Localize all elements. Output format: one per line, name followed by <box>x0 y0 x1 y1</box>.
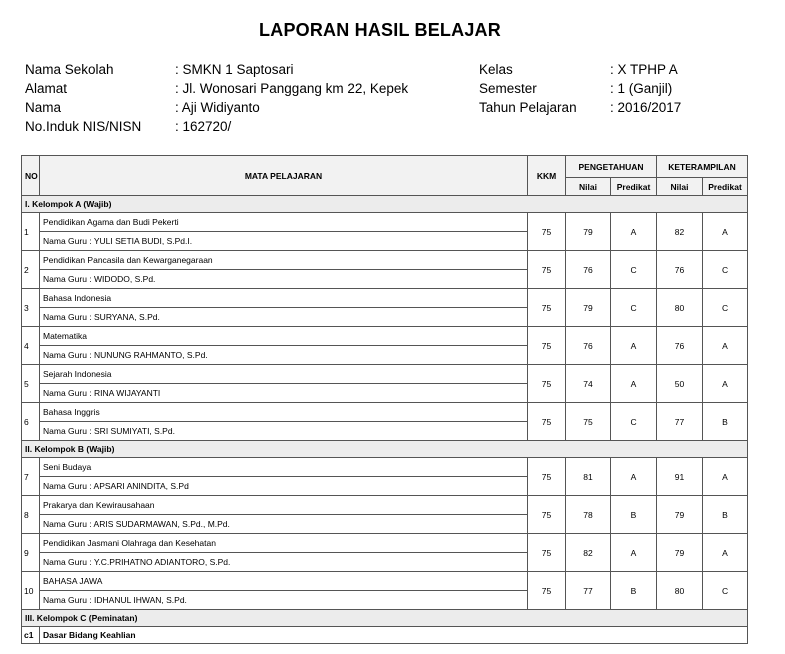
skill-score: 91 <box>657 458 703 496</box>
group-title: III. Kelompok C (Peminatan) <box>22 610 748 627</box>
skill-score: 79 <box>657 534 703 572</box>
header-knowledge: PENGETAHUAN <box>566 156 657 178</box>
teacher-name: Nama Guru : RINA WIJAYANTI <box>40 384 528 403</box>
table-row <box>22 403 748 422</box>
info-label-year: Tahun Pelajaran <box>479 100 577 115</box>
row-number: 6 <box>22 403 40 441</box>
info-value-name: : Aji Widiyanto <box>175 100 260 115</box>
row-number: 7 <box>22 458 40 496</box>
subgroup-title: Dasar Bidang Keahlian <box>40 627 748 644</box>
teacher-name: Nama Guru : YULI SETIA BUDI, S.Pd.I. <box>40 232 528 251</box>
skill-score: 50 <box>657 365 703 403</box>
info-label-nis: No.Induk NIS/NISN <box>25 119 142 134</box>
grades-table-body <box>22 156 748 644</box>
skill-predicate: C <box>703 251 748 289</box>
header-skill: KETERAMPILAN <box>657 156 748 178</box>
table-row <box>22 213 748 232</box>
row-number: 4 <box>22 327 40 365</box>
skill-predicate: B <box>703 496 748 534</box>
knowledge-score: 79 <box>566 213 611 251</box>
info-value-school: : SMKN 1 Saptosari <box>175 62 294 77</box>
table-row <box>22 289 748 308</box>
header-subject: MATA PELAJARAN <box>40 156 528 196</box>
knowledge-predicate: C <box>611 403 657 441</box>
header-skill-predicate: Predikat <box>703 178 748 196</box>
kkm-value: 75 <box>528 213 566 251</box>
knowledge-score: 81 <box>566 458 611 496</box>
row-number: 5 <box>22 365 40 403</box>
group-row <box>22 196 748 213</box>
skill-score: 76 <box>657 251 703 289</box>
knowledge-score: 82 <box>566 534 611 572</box>
skill-score: 82 <box>657 213 703 251</box>
kkm-value: 75 <box>528 458 566 496</box>
teacher-name: Nama Guru : IDHANUL IHWAN, S.Pd. <box>40 591 528 610</box>
subject-name: Pendidikan Agama dan Budi Pekerti <box>40 213 528 232</box>
kkm-value: 75 <box>528 496 566 534</box>
subject-name: Prakarya dan Kewirausahaan <box>40 496 528 515</box>
row-number: 1 <box>22 213 40 251</box>
teacher-name: Nama Guru : SRI SUMIYATI, S.Pd. <box>40 422 528 441</box>
info-label-name: Nama <box>25 100 62 115</box>
skill-score: 77 <box>657 403 703 441</box>
table-row <box>22 534 748 553</box>
knowledge-predicate: C <box>611 251 657 289</box>
info-value-nis: : 162720/ <box>175 119 232 134</box>
info-value-semester: : 1 (Ganjil) <box>610 81 673 96</box>
skill-predicate: A <box>703 327 748 365</box>
skill-predicate: A <box>703 213 748 251</box>
knowledge-predicate: B <box>611 572 657 610</box>
knowledge-predicate: B <box>611 496 657 534</box>
subject-name: Matematika <box>40 327 528 346</box>
subgroup-row <box>22 627 748 644</box>
table-row <box>22 572 748 591</box>
row-number: 3 <box>22 289 40 327</box>
subject-name: Bahasa Inggris <box>40 403 528 422</box>
kkm-value: 75 <box>528 327 566 365</box>
subject-name: Sejarah Indonesia <box>40 365 528 384</box>
skill-predicate: A <box>703 365 748 403</box>
kkm-value: 75 <box>528 365 566 403</box>
knowledge-predicate: C <box>611 289 657 327</box>
table-row <box>22 327 748 346</box>
skill-predicate: C <box>703 572 748 610</box>
table-row <box>22 365 748 384</box>
knowledge-score: 79 <box>566 289 611 327</box>
subject-name: Seni Budaya <box>40 458 528 477</box>
skill-score: 80 <box>657 572 703 610</box>
knowledge-predicate: A <box>611 213 657 251</box>
knowledge-predicate: A <box>611 534 657 572</box>
skill-predicate: A <box>703 534 748 572</box>
knowledge-score: 76 <box>566 327 611 365</box>
kkm-value: 75 <box>528 403 566 441</box>
knowledge-score: 74 <box>566 365 611 403</box>
header-skill-score: Nilai <box>657 178 703 196</box>
row-number: 10 <box>22 572 40 610</box>
subgroup-number: c1 <box>22 627 40 644</box>
knowledge-score: 77 <box>566 572 611 610</box>
class-info-labels <box>479 60 577 117</box>
skill-score: 76 <box>657 327 703 365</box>
teacher-name: Nama Guru : Y.C.PRIHATNO ADIANTORO, S.Pd. <box>40 553 528 572</box>
info-label-school: Nama Sekolah <box>25 62 114 77</box>
group-row <box>22 610 748 627</box>
info-value-year: : 2016/2017 <box>610 100 682 115</box>
subject-name: Pendidikan Jasmani Olahraga dan Kesehatan <box>40 534 528 553</box>
student-info-values <box>175 60 408 136</box>
info-label-address: Alamat <box>25 81 68 96</box>
skill-score: 80 <box>657 289 703 327</box>
group-title: I. Kelompok A (Wajib) <box>22 196 748 213</box>
row-number: 2 <box>22 251 40 289</box>
knowledge-predicate: A <box>611 327 657 365</box>
teacher-name: Nama Guru : APSARI ANINDITA, S.Pd <box>40 477 528 496</box>
knowledge-predicate: A <box>611 365 657 403</box>
teacher-name: Nama Guru : NUNUNG RAHMANTO, S.Pd. <box>40 346 528 365</box>
teacher-name: Nama Guru : SURYANA, S.Pd. <box>40 308 528 327</box>
knowledge-score: 76 <box>566 251 611 289</box>
teacher-name: Nama Guru : WIDODO, S.Pd. <box>40 270 528 289</box>
kkm-value: 75 <box>528 534 566 572</box>
info-label-semester: Semester <box>479 81 537 96</box>
header-knowledge-predicate: Predikat <box>611 178 657 196</box>
knowledge-score: 78 <box>566 496 611 534</box>
table-row <box>22 496 748 515</box>
header-knowledge-score: Nilai <box>566 178 611 196</box>
header-kkm: KKM <box>528 156 566 196</box>
info-value-address: : Jl. Wonosari Panggang km 22, Kepek <box>175 81 409 96</box>
info-label-class: Kelas <box>479 62 513 77</box>
subject-name: BAHASA JAWA <box>40 572 528 591</box>
group-title: II. Kelompok B (Wajib) <box>22 441 748 458</box>
subject-name: Bahasa Indonesia <box>40 289 528 308</box>
class-info-values <box>610 60 681 117</box>
kkm-value: 75 <box>528 289 566 327</box>
kkm-value: 75 <box>528 572 566 610</box>
skill-predicate: A <box>703 458 748 496</box>
row-number: 8 <box>22 496 40 534</box>
kkm-value: 75 <box>528 251 566 289</box>
report-title: LAPORAN HASIL BELAJAR <box>259 20 501 40</box>
student-info-labels <box>25 60 141 136</box>
grades-table <box>21 155 748 644</box>
skill-predicate: C <box>703 289 748 327</box>
subject-name: Pendidikan Pancasila dan Kewarganegaraan <box>40 251 528 270</box>
group-row <box>22 441 748 458</box>
row-number: 9 <box>22 534 40 572</box>
skill-score: 79 <box>657 496 703 534</box>
table-row <box>22 458 748 477</box>
table-row <box>22 251 748 270</box>
info-value-class: : X TPHP A <box>610 62 678 77</box>
teacher-name: Nama Guru : ARIS SUDARMAWAN, S.Pd., M.Pd. <box>40 515 528 534</box>
skill-predicate: B <box>703 403 748 441</box>
header-no: NO <box>22 156 40 196</box>
knowledge-predicate: A <box>611 458 657 496</box>
knowledge-score: 75 <box>566 403 611 441</box>
